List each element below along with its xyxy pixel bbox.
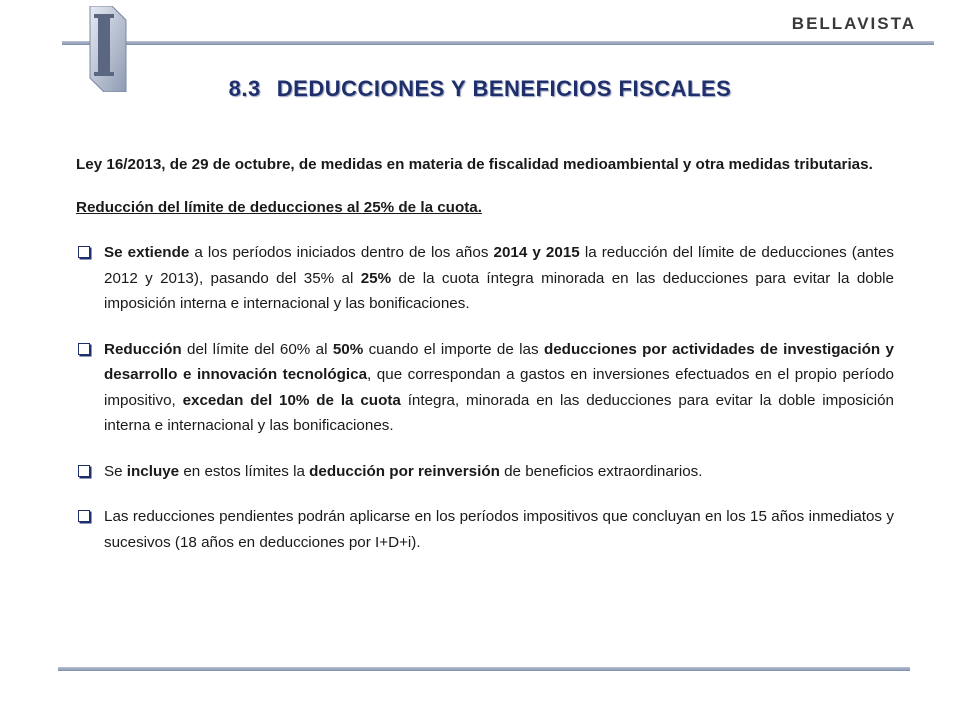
bullet-text-run: Se extiende bbox=[104, 244, 190, 261]
bullet-item bbox=[76, 240, 894, 317]
title-text: DEDUCCIONES Y BENEFICIOS FISCALES bbox=[276, 76, 732, 101]
bullet-list bbox=[76, 240, 894, 555]
checkbox-bullet-icon bbox=[78, 343, 90, 355]
bullet-text-run: en estos límites la bbox=[179, 462, 310, 480]
bullet-text-run: deducción por reinversión bbox=[309, 462, 500, 480]
checkbox-bullet-icon bbox=[78, 246, 90, 258]
bullet-text-run: de la cuota íntegra minorada en las deducciones para evitar la doble imposición interna e internacional y las bonificaciones. bbox=[104, 269, 894, 312]
checkbox-bullet-icon bbox=[78, 465, 90, 477]
header-rule bbox=[62, 41, 934, 45]
bullet-text-run: Reducción bbox=[104, 340, 182, 358]
bullet-text-run: Se bbox=[104, 462, 127, 480]
bullet-text-run: del límite del 60% al bbox=[181, 340, 333, 358]
bullet-text-run: deducciones por actividades de investigación y desarrollo e innovación tecnológica bbox=[104, 340, 894, 383]
bullet-text-run: cuando el importe de las bbox=[363, 340, 544, 358]
bullet-text-run: a los períodos iniciados dentro de los años bbox=[189, 244, 494, 261]
bullet-item bbox=[76, 504, 894, 555]
law-reference: Ley 16/2013, de 29 de octubre, de medidas en materia de fiscalidad medioambiental y otra medidas tributarias. bbox=[76, 156, 873, 173]
bullet-text-run: incluye bbox=[126, 462, 180, 480]
bullet-item bbox=[76, 459, 894, 485]
bullet-text-run: 2014 y 2015 bbox=[493, 244, 580, 261]
bullet-text-run: excedan del 10% de la cuota bbox=[182, 391, 401, 409]
bullet-text-run: Las reducciones pendientes podrán aplicarse en los períodos impositivos que concluyan en los 15 años inmediatos y sucesivos (18 años en deducciones por I+D+i). bbox=[104, 508, 894, 551]
bullet-text-run: de beneficios extraordinarios. bbox=[499, 462, 703, 480]
bullet-text-run: íntegra, minorada en las deducciones para evitar la doble imposición interna e internacional y las bonificaciones. bbox=[104, 391, 894, 434]
bullet-text-run: la reducción del límite de deducciones (antes 2012 y 2013), pasando del 35% al bbox=[104, 244, 895, 287]
slide-content bbox=[76, 152, 894, 555]
brand-name: BELLAVISTA bbox=[791, 14, 916, 33]
bullet-text-run: , que correspondan a gastos en inversiones efectuados en el propio período impositivo, bbox=[104, 366, 895, 409]
footer-rule bbox=[58, 667, 910, 671]
bullet-item bbox=[76, 337, 894, 439]
bullet-text-run: 50% bbox=[332, 340, 364, 358]
title-number: 8.3 bbox=[228, 76, 261, 101]
section-subtitle: Reducción del límite de deducciones al 25% de la cuota. bbox=[76, 198, 482, 216]
page-title bbox=[0, 76, 960, 102]
checkbox-bullet-icon bbox=[78, 510, 90, 522]
bullet-text-run: 25% bbox=[360, 269, 392, 287]
